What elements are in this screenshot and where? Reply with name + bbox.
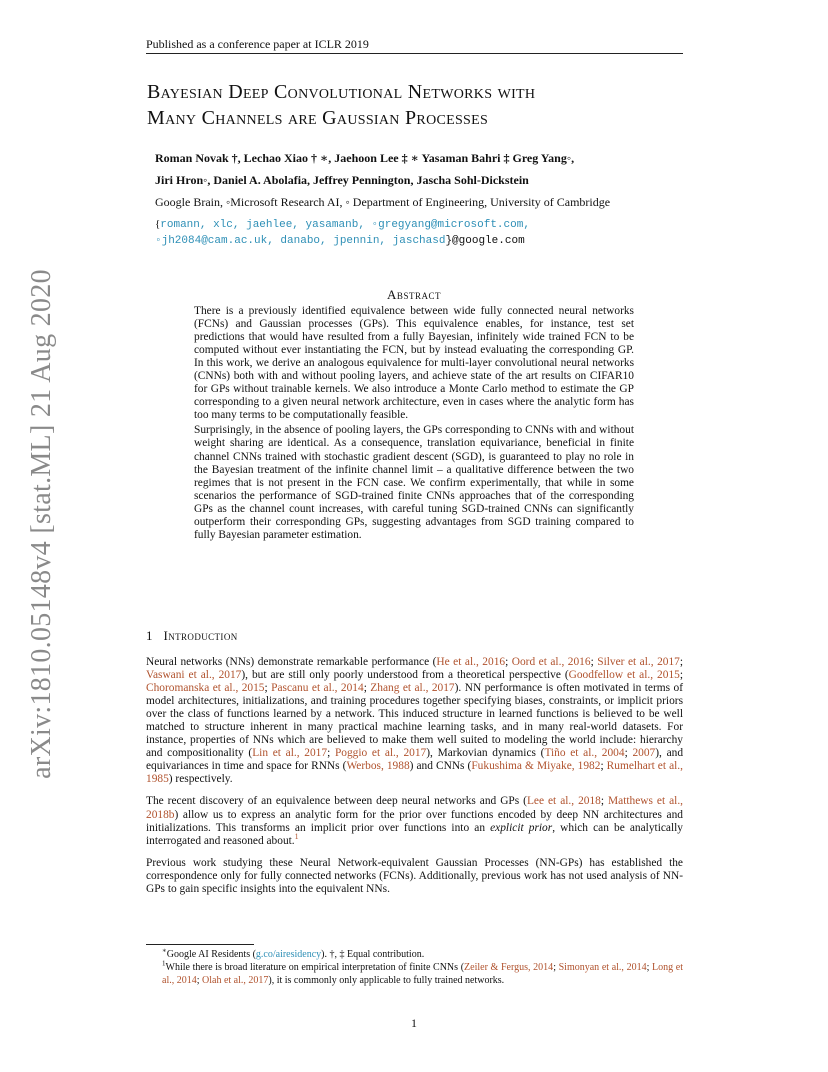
emphasis-text: explicit prior (490, 821, 553, 834)
abstract-heading: Abstract (387, 287, 441, 302)
section-title: Introduction (163, 628, 238, 643)
citation-link[interactable]: Olah et al., 2017 (202, 975, 269, 986)
running-header: Published as a conference paper at ICLR 2019 (146, 37, 369, 51)
citation-link[interactable]: Pascanu et al., 2014 (271, 682, 364, 695)
abstract-paragraph-2: Surprisingly, in the absence of pooling layers, the GPs corresponding to CNNs with and without weight sharing are identical. As a consequence, translation equivariance, beneficial in finite channel CNNs trained with stochastic gradient descent (SGD), is guaranteed to play no role in the Bayesian treatment of the infinite channel limit – a qualitative difference between the two regimes that is not present in the FCN case. We confirm experimentally, that while in some scenarios the performance of SGD-trained finite CNNs approaches that of the corresponding GPs as the channel count increases, with careful tuning SGD-trained CNNs can significantly outperform their corresponding GPs, suggesting advantages from SGD training compared to fully Bayesian parameter estimation. (194, 424, 634, 541)
section-heading-introduction (146, 628, 238, 644)
intro-paragraph-3: Previous work studying these Neural Network-equivalent Gaussian Processes (NN-GPs) has established the correspondence only for fully connected networks (FCNs). Additionally, previous work has not used analysis of NN-GPs to gain specific insights into the equivalent NNs. (146, 856, 683, 895)
email-links-2[interactable]: ◦jh2084@cam.ac.uk, danabo, jpennin, jaschasd (155, 235, 446, 247)
email-links-1[interactable]: romann, xlc, jaehlee, yasamanb, ◦gregyang@microsoft.com, (160, 219, 530, 231)
url-link[interactable]: g.co/airesidency (255, 949, 322, 960)
citation-link[interactable]: Tiño et al., 2004 (544, 747, 625, 760)
introduction-body (146, 656, 683, 905)
footnote-marker: ∗ (162, 946, 167, 955)
citation-link[interactable]: Lee et al., 2018 (526, 795, 601, 808)
citation-link[interactable]: Silver et al., 2017 (597, 656, 680, 668)
citation-link[interactable]: Poggio et al., 2017 (334, 747, 427, 760)
citation-link[interactable]: Choromanska et al., 2015 (146, 682, 265, 695)
citation-link[interactable]: Oord et al., 2016 (511, 656, 591, 668)
intro-paragraph-2: The recent discovery of an equivalence between deep neural networks and GPs (Lee et al., 2018; Matthews et al., 2018b) allow us to express an analytic form for the prior over functions encoded by deep NN architectures and initializations. This transforms an implicit prior over functions into an explicit prior, which can be analytically interrogated and reasoned about.$^1$ (146, 795, 684, 847)
affiliations: Google Brain, ◦Microsoft Research AI, ◦ Department of Engineering, University of Cambridge (155, 195, 611, 209)
email-brace-open: { (155, 218, 161, 230)
author-list-line-1: Roman Novak †, Lechao Xiao † ∗, Jaehoon Lee ‡ ∗ Yasaman Bahri ‡ Greg Yang◦, (155, 151, 575, 165)
citation-link[interactable]: Matthews et al., 2018b (146, 795, 684, 821)
citation-link[interactable]: Long et al., 2014 (162, 962, 683, 986)
footnote-residents: ∗Google AI Residents (g.co/airesidency). †, ‡ Equal contribution. (162, 946, 425, 960)
paper-title (147, 79, 535, 131)
citation-link[interactable]: He et al., 2016 (436, 656, 506, 668)
abstract-paragraph-1: There is a previously identified equivalence between wide fully connected neural networks (FCNs) and Gaussian processes (GPs). This equivalence enables, for instance, test set predictions that would have resulted from a fully Bayesian, infinitely wide trained FCN to be computed without ever instantiating the FCN, but by instead evaluating the corresponding GP. In this work, we derive an analogous equivalence for multi-layer convolutional neural networks (CNNs) both with and without pooling layers, and achieve state of the art results on CIFAR10 for GPs without trainable kernels. We also introduce a Monte Carlo method to estimate the GP corresponding to a given neural network architecture, even in cases where the analytic form has too many terms to be computationally feasible. (194, 305, 634, 422)
section-number: 1 (146, 628, 153, 643)
title-line-2: Many Channels are Gaussian Processes (147, 107, 489, 129)
citation-link[interactable]: Fukushima & Miyake, 1982 (471, 760, 601, 773)
citation-link[interactable]: Lin et al., 2017 (252, 747, 328, 760)
footnote-marker[interactable]: 1 (294, 831, 299, 841)
email-line-1 (155, 218, 530, 231)
citation-link[interactable]: Zeiler & Fergus, 2014 (464, 962, 554, 973)
citation-link[interactable]: Zhang et al., 2017 (370, 682, 455, 695)
intro-paragraph-1: Neural networks (NNs) demonstrate remarkable performance (He et al., 2016; Oord et al., 2016; Silver et al., 2017; Vaswani et al., 2017), but are still only poorly understood from a theoretical perspective (Goodfellow et al., 2015; Choromanska et al., 2015; Pascanu et al., 2014; Zhang et al., 2017). NN performance is often motivated in terms of model architectures, initializations, and training procedures together specifying biases, constraints, or implicit priors over the class of functions learned by a network. This induced structure in learned functions is believed to be well matched to structure inherent in many practical machine learning tasks, and in many real-world datasets. For instance, properties of NNs which are believed to make them well suited to modeling the world include: hierarchy and compositionality (Lin et al., 2017; Poggio et al., 2017), Markovian dynamics (Tiño et al., 2004; 2007), and equivariances in time and space for RNNs (Werbos, 1988) and CNNs (Fukushima & Miyake, 1982; Rumelhart et al., 1985) respectively. (146, 656, 684, 786)
footnote-1: $^1$While there is broad literature on empirical interpretation of finite CNNs (Zeiler & Fergus, 2014; Simonyan et al., 2014; Long et al., 2014; Olah et al., 2017), it is commonly only applicable to fully trained networks. (162, 959, 683, 986)
abstract (194, 305, 634, 544)
citation-link[interactable]: Werbos, 1988 (346, 760, 410, 773)
footnotes (146, 948, 683, 987)
author-list-line-2: Jiri Hron◦, Daniel A. Abolafia, Jeffrey Pennington, Jascha Sohl-Dickstein (155, 173, 529, 187)
citation-link[interactable]: Goodfellow et al., 2015 (568, 669, 680, 682)
header-rule (146, 53, 683, 54)
title-line-1: Bayesian Deep Convolutional Networks with (147, 81, 536, 103)
footnote-rule (146, 944, 254, 945)
footnote-marker: 1 (162, 959, 166, 968)
email-line-2 (155, 234, 525, 247)
arxiv-stamp: arXiv:1810.05148v4 [stat.ML] 21 Aug 2020 (26, 269, 57, 779)
citation-link[interactable]: 2007 (632, 747, 656, 760)
citation-link[interactable]: Rumelhart et al., 1985 (146, 760, 684, 786)
citation-link[interactable]: Simonyan et al., 2014 (558, 962, 647, 973)
email-domain: }@google.com (445, 235, 525, 247)
page-number: 1 (411, 1016, 417, 1030)
citation-link[interactable]: Vaswani et al., 2017 (146, 669, 242, 682)
